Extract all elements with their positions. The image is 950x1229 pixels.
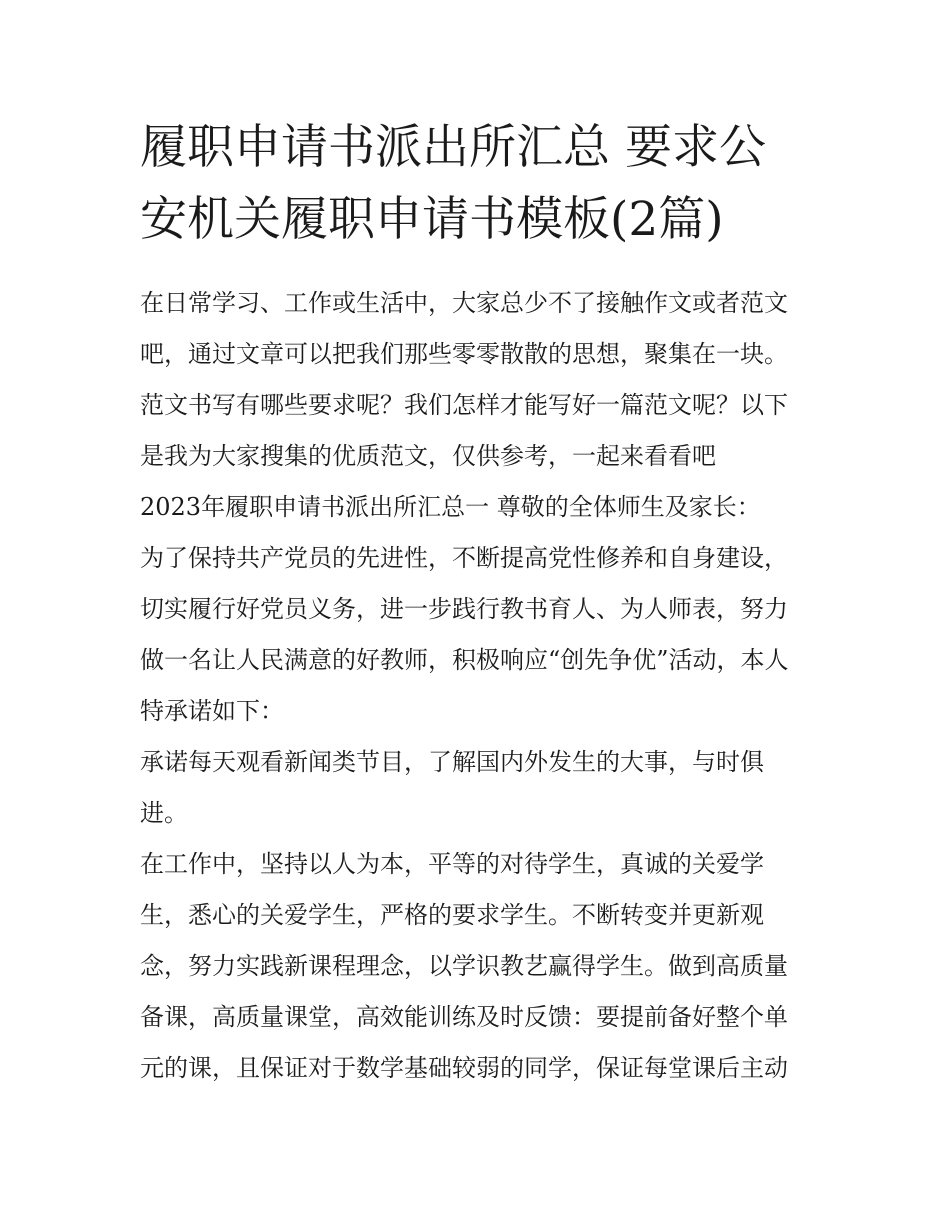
document-body xyxy=(140,278,820,1094)
title-line: 安机关履职申请书模板(2篇) xyxy=(140,192,724,247)
body-line: 为了保持共产党员的先进性，不断提高党性修养和自身建设， xyxy=(140,544,788,572)
body-line: 元的课，且保证对于数学基础较弱的同学，保证每堂课后主动 xyxy=(140,1054,788,1082)
body-line: 生，悉心的关爱学生，严格的要求学生。不断转变并更新观 xyxy=(140,901,764,929)
title-line: 履职申请书派出所汇总 要求公 xyxy=(140,120,766,175)
body-line: 吧，通过文章可以把我们那些零零散散的思想，聚集在一块。 xyxy=(140,340,788,368)
body-line: 2023年履职申请书派出所汇总一 尊敬的全体师生及家长： xyxy=(140,493,761,521)
body-line: 做一名让人民满意的好教师，积极响应“创先争优”活动，本人 xyxy=(140,646,789,674)
body-line: 备课，高质量课堂，高效能训练及时反馈：要提前备好整个单 xyxy=(140,1003,788,1031)
body-line: 范文书写有哪些要求呢？我们怎样才能写好一篇范文呢？以下 xyxy=(140,391,788,419)
body-line: 念，努力实践新课程理念，以学识教艺赢得学生。做到高质量 xyxy=(140,952,788,980)
body-line: 在日常学习、工作或生活中，大家总少不了接触作文或者范文 xyxy=(140,289,788,317)
body-line: 是我为大家搜集的优质范文，仅供参考，一起来看看吧 xyxy=(140,442,716,470)
document-title xyxy=(140,112,820,256)
body-line: 在工作中，坚持以人为本，平等的对待学生，真诚的关爱学 xyxy=(140,850,764,878)
body-line: 承诺每天观看新闻类节目，了解国内外发生的大事，与时俱 xyxy=(140,748,764,776)
body-line: 特承诺如下： xyxy=(140,697,284,725)
body-line: 切实履行好党员义务，进一步践行教书育人、为人师表，努力 xyxy=(140,595,788,623)
body-line: 进。 xyxy=(140,799,188,827)
